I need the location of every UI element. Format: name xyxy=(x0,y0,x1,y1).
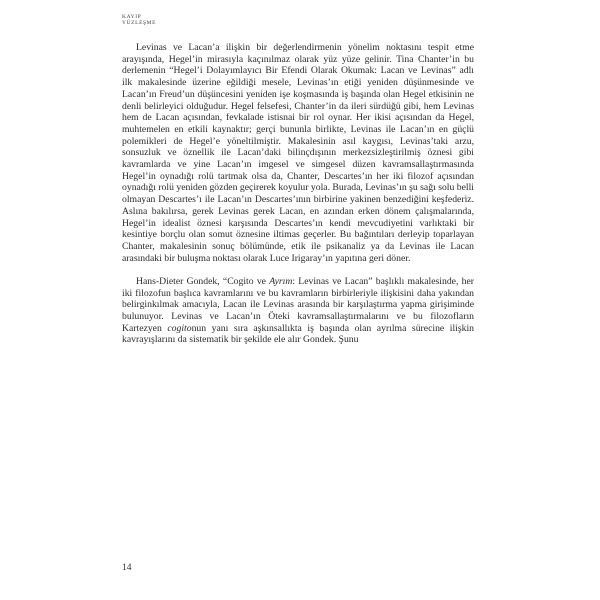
paragraph-2-middle: : Levinas ve Lacan” başlıklı makalesinde, her iki filozofun başlıca kavramlarını ve bu kavramların birbirleriyle ilişkisini daha yakından belirginkılmak amacıyla, Lacan ile Levinas arasında bir karşılaştırma yapma girişiminde bulunuyor. Levinas ve Lacan’ın Öteki kavramsallaştırmalarını ve bu filozofların Kartezyen xyxy=(122,275,474,334)
paragraph-2-italic-ayrim: Ayrım xyxy=(269,275,293,287)
running-header-line1: KAYIP xyxy=(122,14,142,20)
page-number: 14 xyxy=(122,563,132,573)
paragraph-2 xyxy=(122,276,474,346)
body-text xyxy=(122,42,474,346)
paragraph-2-start: Hans-Dieter Gondek, “Cogito ve xyxy=(136,275,270,287)
paragraph-1: Levinas ve Lacan’a ilişkin bir değerlendirmenin yönelim noktasını tespit etme arayışında, Hegel’in mirasıyla kaçınılmaz olarak yüz yüze gelinir. Tina Chanter’in bu derlemenin “Hegel’i Dolayımlayıcı Bir Efendi Olarak Okumak: Lacan ve Levinas” adlı ilk makalesinde üzerine eğildiği mesele, Levinas’ın etiği yeniden düşünmesinde ve Lacan’ın Freud’un düşüncesini yeniden işe koşmasında iş başında olan Hegel etkisinin ne denli belirleyici olduğudur. Hegel felsefesi, Chanter’in da ileri sürdüğü gibi, hem Levinas hem de Lacan açısından, fevkalade istisnai bir rol oynar. Her ikisi açısından da Hegel, muhtemelen en etkili kaynaktır; gerçi bununla birlikte, Levinas ile Lacan’ın en güçlü polemikleri de Hegel’e yöneltilmiştir. Makalesinin asıl kaygısı, Levinas’taki arzu, sonsuzluk ve öznellik ile Lacan’daki bilinçdışının merkezsizleştirilmiş öznesi gibi kavramlarda ve yine Lacan’ın imgesel ve simgesel düzen kavramsallaştırmasında Hegel’in oynadığı rolü tartmak olsa da, Chanter, Descartes’ın her iki filozof açısından oynadığı rolü yeniden gözden geçirerek koyulur yola. Burada, Levinas’ın şu sağı solu belli olmayan Descartes’ı ile Lacan’ın Descartes’ının birbirine yakinen benzediğini keşfederiz. Aslına bakılırsa, gerek Levinas gerek Lacan, en azından erken dönem çalışmalarında, Hegel’in idealist öznesi karşısında Descartes’ın kendi mevcudiyetini varlıktaki bir kesintiye borçlu olan somut öznesine iltimas geçerler. Bu bağıntıları derleyip toparlayan Chanter, makalesinin sonuç bölümünde, etik ile psikanaliz ya da Levinas ile Lacan arasındaki bir buluşma noktası olarak Luce Irigaray’ın yapıtına geri döner. xyxy=(122,42,474,264)
running-header xyxy=(122,14,156,26)
paragraph-2-italic-cogito: cogito xyxy=(167,322,192,334)
paragraph-2-end: nun yanı sıra aşkınsallıkta iş başında olan ayrılma sürecine ilişkin kavrayışlarını da sistematik bir şekilde ele alır Gondek. Şunu xyxy=(122,322,474,346)
running-header-line2: YÜZLEŞME xyxy=(122,20,157,26)
